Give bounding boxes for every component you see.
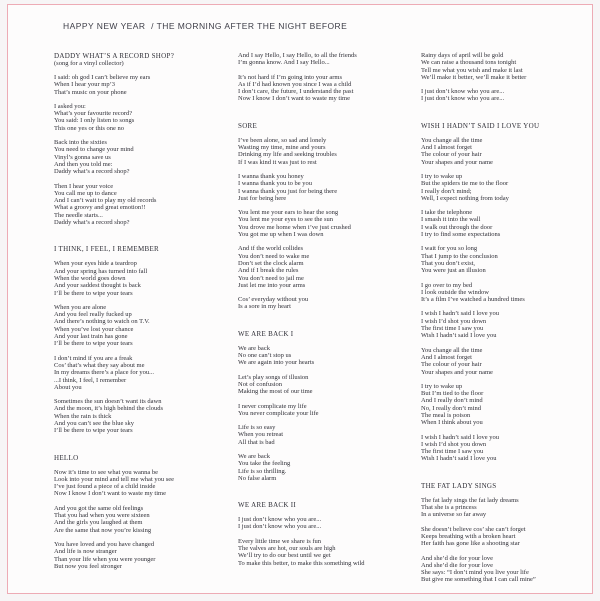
lyric-line: You were just an illusion: [421, 267, 486, 275]
lyric-line: Wish I hadn’t said I love you: [421, 332, 497, 340]
stanza: [421, 282, 597, 304]
lyric-line: The colour of your hair: [421, 361, 482, 369]
stanza: [54, 74, 230, 96]
lyric-line: We are back: [238, 344, 270, 352]
lyric-line: Your shapes and your name: [421, 368, 493, 376]
lyric-line: But give me something that I can call mine”: [421, 576, 536, 584]
lyric-line: I just don’t know who you are...: [238, 516, 322, 524]
lyric-line: I just don’t know who you are...: [238, 523, 322, 531]
lyric-line: And then you told me:: [54, 160, 113, 168]
lyric-line: About you: [54, 383, 82, 391]
lyric-line: In my dreams there’s a place for you...: [54, 369, 154, 377]
lyric-line: And the girls you laughed at them: [54, 519, 143, 527]
stanza: [238, 296, 414, 311]
lyric-line: I try to find some expectations: [421, 231, 501, 239]
stanza: [421, 347, 597, 376]
lyric-line: The fat lady sings the fat lady dreams: [421, 496, 519, 504]
song-title: WE ARE BACK II: [238, 501, 297, 510]
lyric-line: I don’t care, the future, I understand the past: [238, 88, 354, 96]
lyric-line: I said: oh god I can’t believe my ears: [54, 74, 151, 81]
lyric-line: That’s music on your phone: [54, 88, 127, 96]
lyric-line: And you can’t see the blue sky: [54, 419, 135, 427]
stanza: [421, 497, 597, 519]
lyric-line: I take the telephone: [421, 209, 473, 217]
lyric-line: I just don’t know who you are...: [421, 95, 505, 103]
lyric-line: Her faith has gone like a shooting star: [421, 540, 520, 548]
stanza: [54, 398, 230, 434]
lyric-line: You got me up when I was down: [238, 231, 324, 239]
lyric-line: Now I know I don’t want to waste my time: [54, 490, 166, 498]
lyric-line: You lent me your eyes to see the sun: [238, 216, 334, 224]
lyric-line: When you retreat: [238, 431, 284, 439]
stanza: [421, 137, 597, 166]
lyric-line: Then I hear your voice: [54, 182, 114, 190]
lyric-line: Daddy what’s a record shop?: [54, 168, 130, 176]
lyric-line: And I can’t wait to play my old records: [54, 197, 157, 205]
stanza: [238, 374, 414, 396]
lyric-line: And if the world collides: [238, 245, 303, 253]
lyric-line: Cos’ everyday without you: [238, 296, 309, 304]
stanza: [421, 526, 597, 548]
lyric-line: What a groovy and great emotion!!: [54, 204, 146, 212]
song-subtitle: (song for a vinyl collector): [54, 60, 124, 67]
lyric-line: I’m gonna know. And I say Hello...: [238, 59, 330, 67]
lyric-line: The first time I saw you: [421, 448, 484, 456]
stanza: [421, 310, 597, 339]
lyric-line: What’s your favourite record?: [54, 110, 133, 118]
stanza: [421, 245, 597, 274]
stanza: [238, 209, 414, 238]
stanza: [238, 516, 414, 531]
lyric-line: And you feel really fucked up: [54, 311, 132, 319]
lyric-line: All that is bad: [238, 438, 275, 446]
lyric-line: Daddy what’s a record shop?: [54, 219, 130, 227]
lyric-line: And she’d die for your love: [421, 561, 494, 569]
stanza: [54, 304, 230, 348]
lyric-line: I walk out through the door: [421, 223, 493, 231]
lyric-line: You lent me your ears to hear the song: [238, 209, 339, 217]
lyric-line: You said: I only listen to songs: [54, 117, 135, 125]
lyric-line: Drinking my life and seeking troubles: [238, 151, 337, 159]
lyric-line: Is a sore in my heart: [238, 303, 291, 311]
lyric-line: I’ll be there to wipe your tears: [54, 427, 133, 435]
lyric-line: I’ll be there to wipe your tears: [54, 340, 133, 348]
lyric-line: And I really don’t mind: [421, 397, 483, 405]
stanza: [54, 103, 230, 132]
lyric-line: No one can’t stop us: [238, 352, 292, 360]
stanza: [421, 434, 597, 463]
lyric-line: And life is now stranger: [54, 548, 117, 556]
lyric-line: We are again into your hearts: [238, 359, 315, 367]
lyric-line: Wish I hadn’t said I love you: [421, 455, 497, 463]
lyric-line: Let’s play songs of illusion: [238, 373, 309, 381]
stanza: [238, 74, 414, 103]
lyric-line: It’s not hard if I’m going into your arms: [238, 73, 342, 81]
lyrics-column: [54, 52, 230, 570]
lyric-line: I’ve just found a piece of a child inside: [54, 483, 156, 491]
lyric-line: I wanna thank you to be you: [238, 180, 313, 188]
lyric-line: The first time I saw you: [421, 325, 484, 333]
lyric-line: I wish I’d shot you down: [421, 440, 487, 448]
stanza: [421, 52, 597, 81]
lyric-line: Don’t set the clock alarm: [238, 259, 304, 267]
lyric-line: Sometimes the sun doesn’t want its dawn: [54, 398, 162, 406]
lyric-line: Just let me into your arms: [238, 281, 306, 289]
page-title: HAPPY NEW YEAR / THE MORNING AFTER THE NIGHT BEFORE: [63, 21, 348, 31]
lyric-line: You need to change your mind: [54, 146, 134, 154]
lyric-line: I’ll be there to wipe your tears: [54, 289, 133, 297]
lyric-line: But I’m tied to the floor: [421, 390, 484, 398]
lyric-line: And you got the same old feelings: [54, 504, 144, 512]
lyric-line: And if I break the rules: [238, 267, 299, 275]
lyric-line: When I think about you: [421, 419, 483, 427]
lyric-line: You don’t need to wake me: [238, 252, 310, 260]
lyric-line: The colour of your hair: [421, 151, 482, 159]
lyric-line: I try to wake up: [421, 172, 463, 180]
lyric-line: Just for being here: [238, 194, 287, 202]
lyric-line: I asked you:: [54, 102, 86, 110]
lyric-line: I don’t mind if you are a freak: [54, 354, 133, 362]
lyric-line: ...I think, I feel, I remember: [54, 376, 127, 384]
lyric-line: Every little time we share is fun: [238, 537, 322, 545]
lyric-line: You drove me home when i’ve just crushed: [238, 223, 351, 231]
stanza: [421, 383, 597, 427]
lyric-line: Now it’s time to see what you wanna be: [54, 468, 158, 476]
stanza: [238, 345, 414, 367]
lyric-line: If I was kind it was just to rest: [238, 158, 317, 166]
song-title: SORE: [238, 121, 258, 130]
lyric-line: No, I really don’t mind: [421, 404, 481, 412]
lyric-line: And she’d die for your love: [421, 554, 494, 562]
lyric-line: She says: “I don’t mind you live your life: [421, 569, 529, 577]
lyric-line: The meal is poison: [421, 411, 471, 419]
lyric-line: I wish I hadn’t said I love you: [421, 310, 500, 318]
lyric-line: But now you feel stronger: [54, 562, 122, 570]
stanza: [54, 355, 230, 391]
lyric-line: Life is so thrilling.: [238, 467, 287, 475]
stanza: [238, 403, 414, 418]
lyric-line: You change all the time: [421, 346, 483, 354]
lyric-line: It’s a film I’ve watched a hundred times: [421, 296, 525, 304]
lyric-line: I look outside the window: [421, 288, 489, 296]
lyric-line: And your last train has gone: [54, 333, 128, 341]
song-title: DADDY WHAT’S A RECORD SHOP?: [54, 52, 175, 60]
stanza: [54, 260, 230, 296]
stanza: [421, 555, 597, 584]
stanza: [238, 424, 414, 446]
stanza: [54, 469, 230, 498]
stanza: [238, 538, 414, 567]
lyric-line: I smash it into the wall: [421, 216, 481, 224]
song-title: THE FAT LADY SINGS: [421, 481, 497, 490]
stanza: [54, 505, 230, 534]
lyric-line: When the rain is thick: [54, 412, 112, 420]
lyric-line: Rainy days of april will be gold: [421, 52, 504, 59]
stanza: [238, 137, 414, 166]
lyric-line: And your spring has turned into fall: [54, 267, 148, 275]
lyric-line: And I say Hello, I say Hello, to all the friends: [238, 52, 357, 59]
song-title: HELLO: [54, 453, 79, 462]
song-title: WE ARE BACK I: [238, 329, 294, 338]
lyric-line: This one yes or this one no: [54, 124, 125, 132]
lyric-line: And the moon, it’s high behind the clouds: [54, 405, 164, 413]
lyric-line: Are the same that now you’re kissing: [54, 526, 152, 534]
lyric-line: I’ve been alone, so sad and lonely: [238, 136, 327, 144]
lyric-line: As if I’d had known you since I was a child: [238, 80, 352, 88]
stanza: [421, 209, 597, 238]
lyric-line: I try to wake up: [421, 382, 463, 390]
stanza: [238, 173, 414, 202]
lyric-line: You have loved and you have changed: [54, 540, 155, 548]
lyric-line: The needle starts...: [54, 211, 103, 219]
lyric-line: Wasting my time, mine and yours: [238, 144, 326, 152]
lyric-line: Your shapes and your name: [421, 158, 493, 166]
lyric-line: You call me up to dance: [54, 189, 117, 197]
lyric-line: When the world goes down: [54, 274, 126, 282]
stanza: [421, 173, 597, 202]
lyric-line: We’ll make it better, we’ll make it better: [421, 73, 527, 81]
lyric-line: I never complicate my life: [238, 402, 307, 410]
lyric-line: You never complicate your life: [238, 409, 319, 417]
lyric-line: That I jump to the conclusion: [421, 252, 498, 260]
lyric-line: Back into the sixties: [54, 139, 107, 147]
lyric-line: And I almost forget: [421, 353, 472, 361]
lyrics-column: [238, 52, 414, 567]
stanza: [238, 453, 414, 482]
lyric-line: I really don’t mind;: [421, 187, 472, 195]
lyric-line: I wanna thank you honey: [238, 172, 304, 180]
lyric-line: And I almost forget: [421, 144, 472, 152]
lyric-line: We’ll try to do our best until we get: [238, 552, 331, 560]
lyric-line: When you are alone: [54, 303, 107, 311]
lyric-line: But the spiders tie me to the floor: [421, 180, 509, 188]
lyric-line: Tell me what you wish and make it last: [421, 66, 523, 74]
lyric-line: I wish I hadn’t said I love you: [421, 433, 500, 441]
lyric-line: And your saddest thought is back: [54, 282, 141, 290]
lyric-line: We can raise a thousand tons tonight: [421, 59, 517, 67]
lyric-line: When I hear your mp’3: [54, 81, 116, 89]
lyric-line: Well, I expect nothing from today: [421, 194, 509, 202]
song-title: WISH I HADN’T SAID I LOVE YOU: [421, 121, 540, 130]
lyric-line: She doesn’t believe cos’ she can’t forget: [421, 525, 526, 533]
lyric-line: The valves are hot, our souls are high: [238, 545, 336, 553]
lyric-line: No false alarm: [238, 474, 277, 482]
lyric-line: You don’t need to jail me: [238, 274, 304, 282]
lyric-line: Vinyl’s gonna save us: [54, 153, 111, 161]
stanza: [421, 88, 597, 103]
stanza: [54, 139, 230, 175]
lyric-line: I go over to my bed: [421, 281, 473, 289]
lyrics-column: [421, 52, 597, 584]
lyric-line: Keeps breathing with a broken heart: [421, 532, 516, 540]
stanza: [238, 52, 414, 67]
lyric-line: I wish I’d shot you down: [421, 317, 487, 325]
lyric-line: I wanna thank you just for being there: [238, 187, 338, 195]
lyric-line: That she is a princess: [421, 504, 477, 512]
stanza: [238, 245, 414, 289]
lyric-line: I wait for you so long: [421, 245, 478, 253]
lyric-line: I just don’t know who you are...: [421, 88, 505, 96]
lyric-line: Cos’ that’s what they say about me: [54, 361, 145, 369]
lyric-line: Look into your mind and tell me what you see: [54, 475, 175, 483]
lyric-line: You take the feeling: [238, 460, 291, 468]
lyric-line: When your eyes hide a teardrop: [54, 260, 137, 268]
lyric-line: That you don’t exist,: [421, 259, 476, 267]
lyric-line: Not of confusion: [238, 380, 283, 388]
lyric-line: Than your life when you were younger: [54, 555, 156, 563]
lyric-line: That you had when you were sixteen: [54, 512, 150, 520]
lyric-line: When you’ve lost your chance: [54, 325, 134, 333]
lyric-line: To make this better, to make this something wild: [238, 559, 365, 567]
lyric-line: We are back: [238, 452, 270, 460]
lyric-line: Life is so easy: [238, 424, 276, 432]
stanza: [54, 183, 230, 227]
song-title: I THINK, I FEEL, I REMEMBER: [54, 245, 159, 254]
lyric-line: Now I know I don’t want to waste my time: [238, 95, 350, 103]
lyric-line: And there’s nothing to watch on T.V.: [54, 318, 150, 326]
lyric-line: In a universe so far away: [421, 511, 487, 519]
stanza: [54, 541, 230, 570]
lyric-line: You change all the time: [421, 136, 483, 144]
lyric-line: Making the most of our time: [238, 388, 313, 396]
